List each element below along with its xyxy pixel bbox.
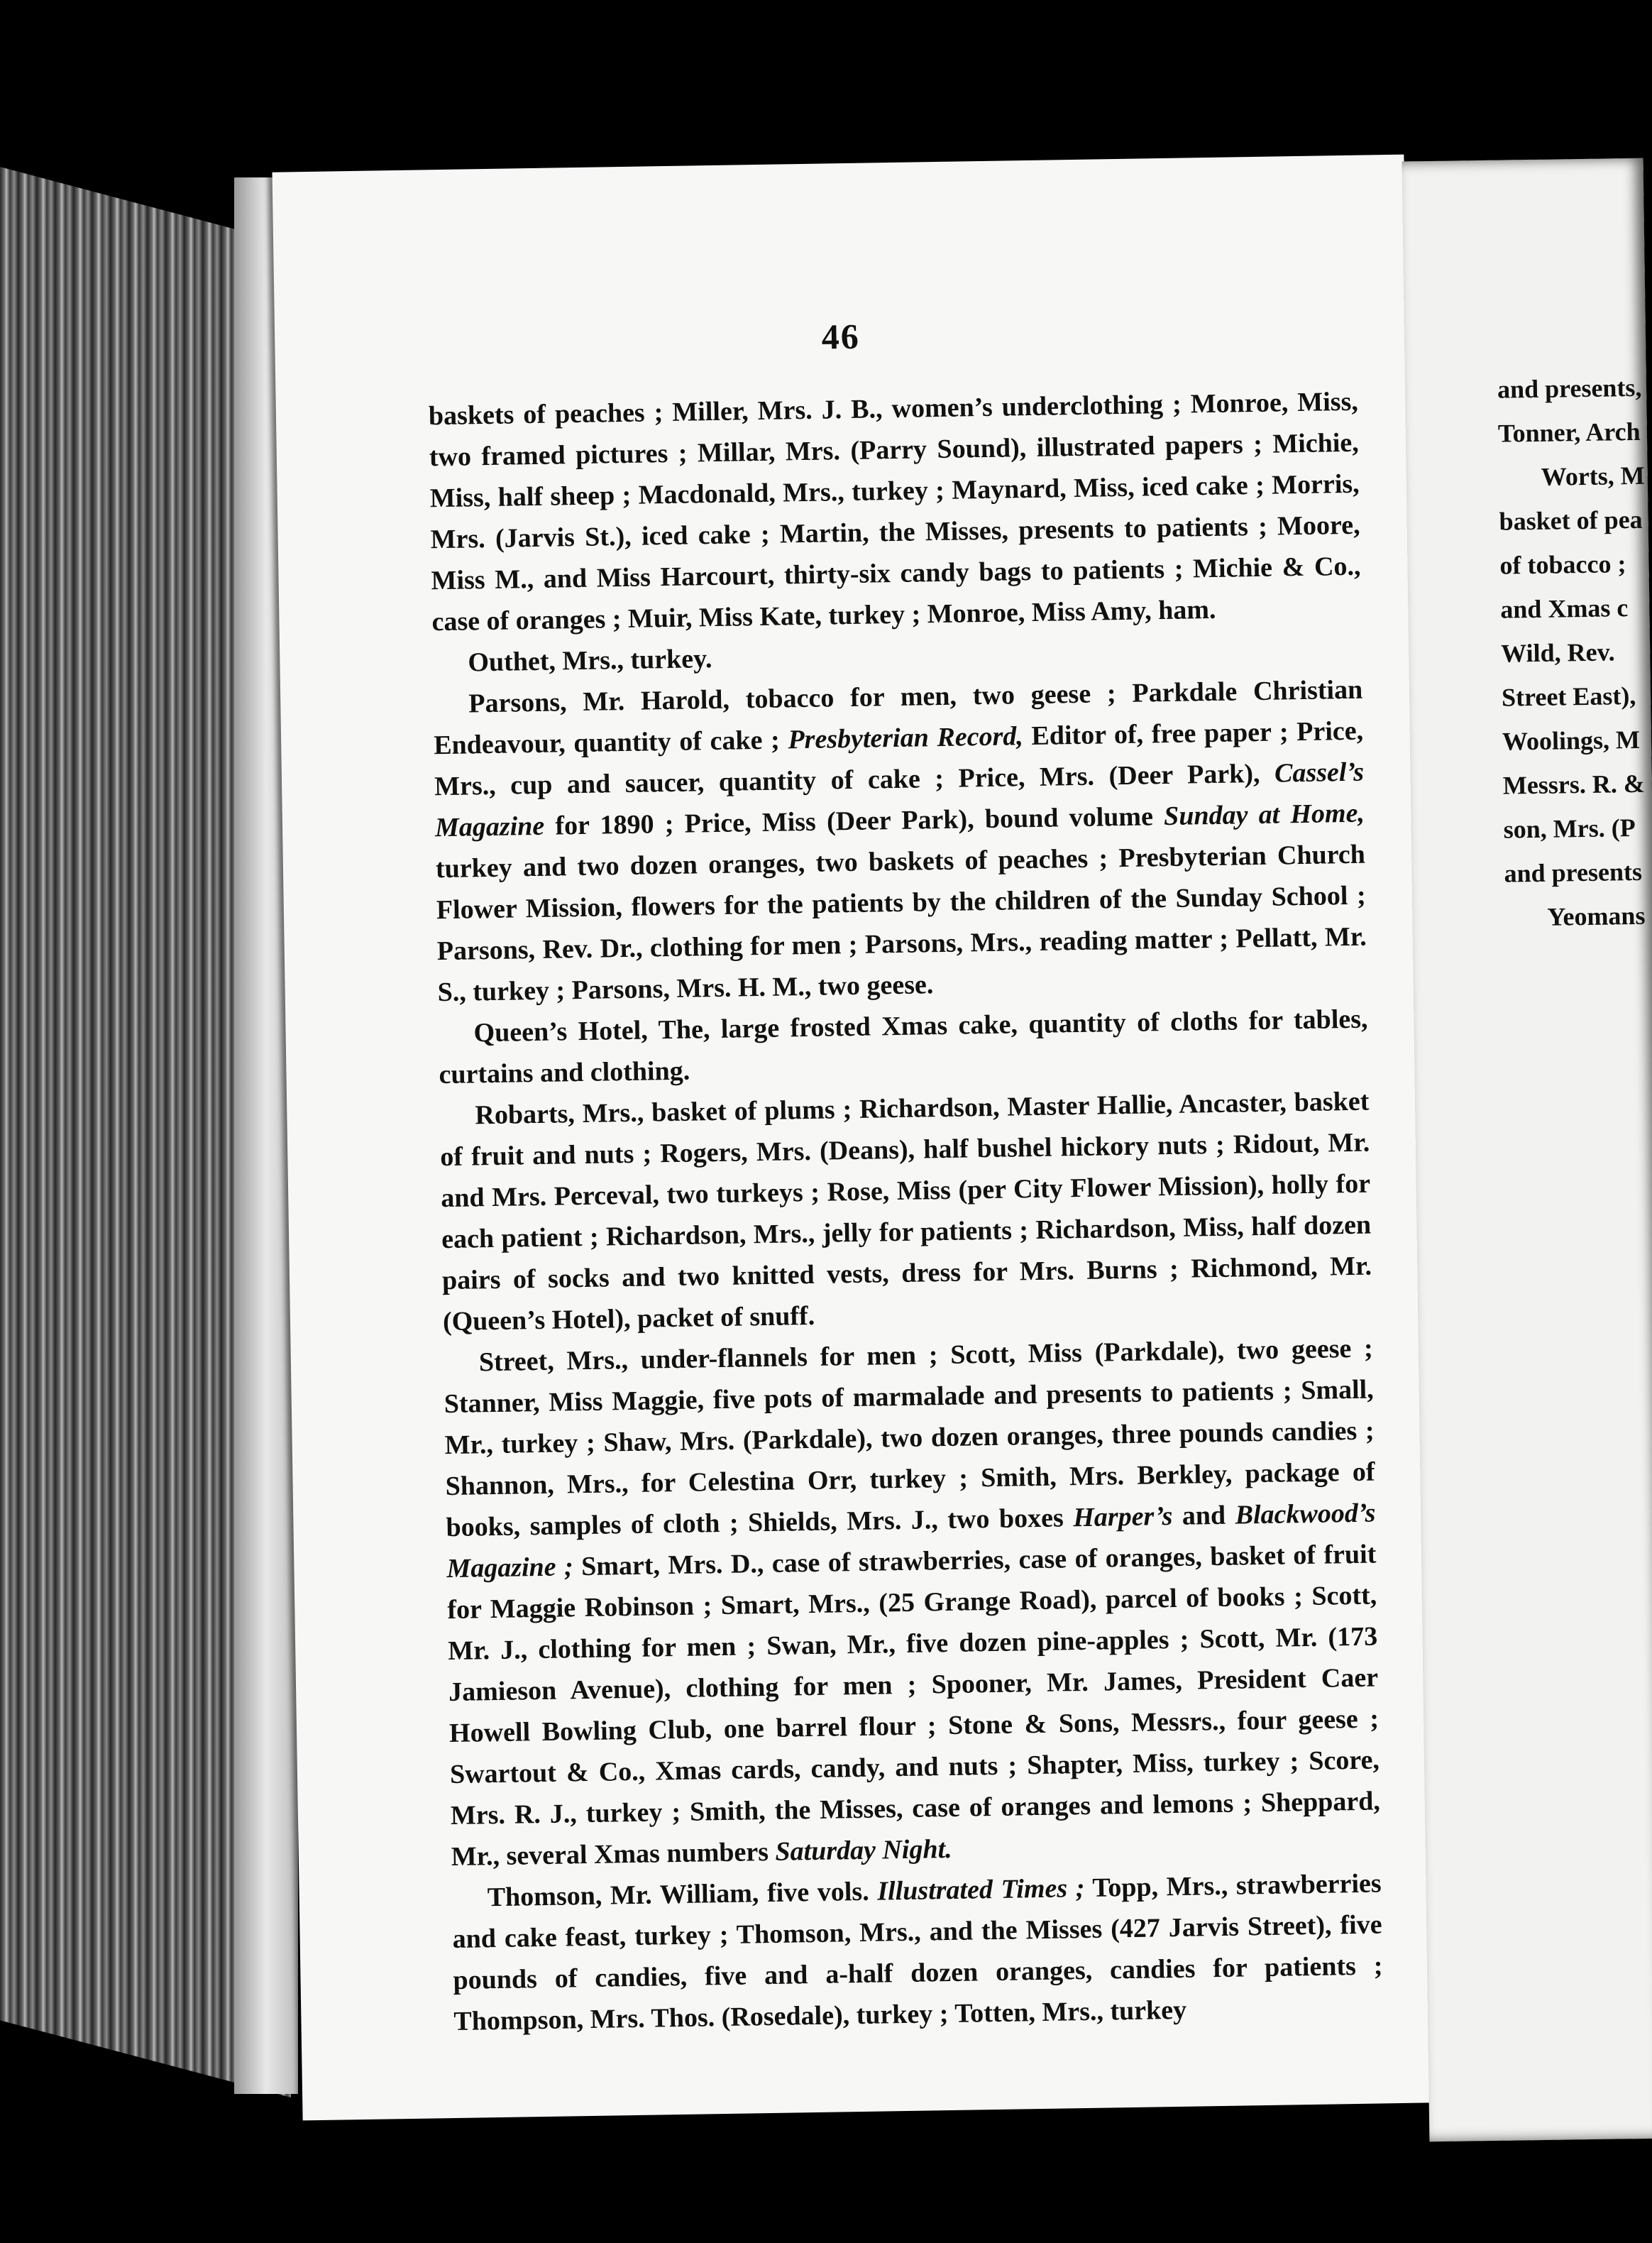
paragraph-text: Parsons, Mr. Harold, tobacco for men, two geese ; Parkdale Christian Endeavour, quantity of cake ; <box>433 674 1363 761</box>
paragraph-text: Topp, Mrs., strawberries and cake feast, turkey ; Thomson, Mrs., and the Misses (427 Jarvis Street), five pounds of candies, five and a-half dozen oranges, candies for patients ; Thompson, Mrs. Thos. (Rosedale), turkey ; Totten, Mrs., turkey <box>452 1868 1383 2036</box>
italic-title-text: Cassel’s Magazine <box>434 757 1365 843</box>
facing-page-line: Messrs. R. & <box>1502 769 1646 800</box>
italic-title-text: Sunday at Home, <box>1163 798 1365 832</box>
facing-page-text <box>1497 365 1652 939</box>
facing-page-line: Yeomans <box>1547 901 1646 931</box>
paragraph-text: and <box>1172 1500 1236 1531</box>
paragraph <box>429 381 1362 643</box>
paragraph-text: Editor of, free paper ; Price, Mrs., cup and saucer, quantity of cake ; Price, Mrs. (Deer Park), <box>434 715 1364 802</box>
facing-page <box>1402 158 1652 2141</box>
paragraph-text: Street, Mrs., under-flannels for men ; Scott, Miss (Parkdale), two geese ; Stanner, Miss Maggie, five pots of marmalade and presents to patients ; Small, Mr., turkey ; Shaw, Mrs. (Parkdale), two dozen oranges, three pounds candies ; Shannon, Mrs., for Celestina Orr, turkey ; Smith, Mrs. Berkley, package of books, samples of cloth ; Shields, Mrs. J., two boxes <box>444 1333 1375 1543</box>
paragraph-text: Outhet, Mrs., turkey. <box>468 644 712 678</box>
paragraph-text: for 1890 ; Price, Miss (Deer Park), bound volume <box>544 801 1164 841</box>
paragraph <box>433 669 1367 1014</box>
italic-title-text: Saturday Night. <box>775 1833 952 1867</box>
facing-page-line: son, Mrs. (P <box>1503 813 1636 844</box>
page-body-text <box>429 381 1384 2042</box>
italic-title-text: Presbyterian Record, <box>788 721 1024 755</box>
paragraph <box>439 1081 1372 1343</box>
paragraph-text: Robarts, Mrs., basket of plums ; Richardson, Master Hallie, Ancaster, basket of fruit and nuts ; Rogers, Mrs. (Deans), half bushel hickory nuts ; Ridout, Mr. and Mrs. Perceval, two turkeys ; Rose, Miss (per City Flower Mission), holly for each patient ; Richardson, Mrs., jelly for patients ; Richardson, Miss, half dozen pairs of socks and two knitted vests, dress for Mrs. Burns ; Richmond, Mr. (Queen’s Hotel), packet of snuff. <box>440 1086 1372 1337</box>
facing-page-line: Woolings, M <box>1502 725 1641 756</box>
facing-page-line: Tonner, Arch <box>1497 417 1641 448</box>
facing-page-line: and Xmas c <box>1500 593 1629 624</box>
facing-page-line: Street East), <box>1501 681 1636 712</box>
italic-title-text: Blackwood’s Magazine ; <box>446 1498 1376 1584</box>
facing-page-line: Worts, M <box>1541 461 1645 491</box>
page-number: 46 <box>821 316 861 357</box>
facing-page-line: Wild, Rev. <box>1500 637 1615 668</box>
paragraph-text: baskets of peaches ; Miller, Mrs. J. B., women’s underclothing ; Monroe, Miss, two framed pictures ; Millar, Mrs. (Parry Sound), illustrated papers ; Michie, Miss, half sheep ; Macdonald, Mrs., turkey ; Maynard, Miss, iced cake ; Morris, Mrs. (Jarvis St.), iced cake ; Martin, the Misses, presents to patients ; Moore, Miss M., and Miss Harcourt, thirty-six candy bags to patients ; Michie & Co., case of oranges ; Muir, Miss Kate, turkey ; Monroe, Miss Amy, ham. <box>428 386 1361 637</box>
facing-page-line: and presents <box>1504 857 1643 888</box>
book-page <box>272 155 1435 2121</box>
italic-title-text: Illustrated Times ; <box>876 1873 1085 1907</box>
paragraph-text: Thomson, Mr. William, five vols. <box>487 1876 878 1913</box>
paragraph <box>443 1328 1381 1877</box>
facing-page-line: and presents, <box>1497 373 1642 404</box>
italic-title-text: Harper’s <box>1072 1501 1173 1533</box>
paragraph <box>451 1863 1383 2042</box>
paragraph <box>438 999 1369 1096</box>
paragraph-text: turkey and two dozen oranges, two baskets of peaches ; Presbyterian Church Flower Mission, flowers for the patients by the children of the Sunday School ; Parsons, Rev. Dr., clothing for men ; Parsons, Mrs., reading matter ; Pellatt, Mr. S., turkey ; Parsons, Mrs. H. M., two geese. <box>435 839 1367 1008</box>
facing-page-line: of tobacco ; <box>1499 549 1626 580</box>
paragraph-text: Queen’s Hotel, The, large frosted Xmas cake, quantity of cloths for tables, curtains and clothing. <box>439 1004 1368 1090</box>
paragraph-text: Smart, Mrs. D., case of strawberries, case of oranges, basket of fruit for Maggie Robinson ; Smart, Mrs., (25 Grange Road), parcel of books ; Scott, Mr. J., clothing for men ; Swan, Mr., five dozen pine-apples ; Scott, Mr. (173 Jamieson Avenue), clothing for men ; Spooner, Mr. James, President Caer Howell Bowling Club, one barrel flour ; Stone & Sons, Messrs., four geese ; Swartout & Co., Xmas cards, candy, and nuts ; Shapter, Miss, turkey ; Score, Mrs. R. J., turkey ; Smith, the Misses, case of oranges and lemons ; Sheppard, Mr., several Xmas numbers <box>447 1539 1381 1872</box>
facing-page-line: basket of pea <box>1499 505 1643 536</box>
